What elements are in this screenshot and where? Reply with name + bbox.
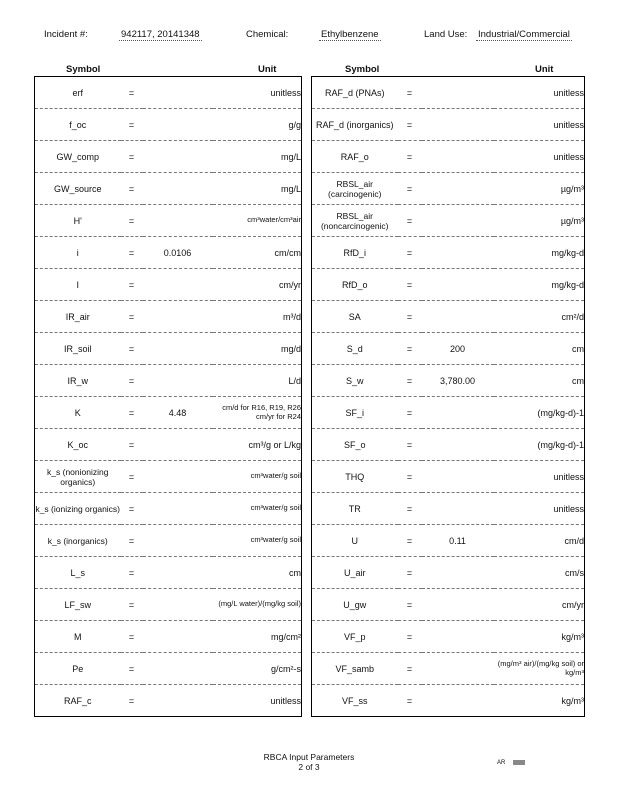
table-row <box>312 525 585 557</box>
right-symbol-header: Symbol <box>345 64 380 75</box>
table-row <box>35 685 302 717</box>
param-unit: cm <box>494 333 585 365</box>
equals-sign: = <box>398 237 422 269</box>
param-unit: cm³water/cm³air <box>213 205 302 237</box>
param-symbol: VF_ss <box>312 685 398 717</box>
equals-sign: = <box>121 141 143 173</box>
param-symbol: SF_o <box>312 429 398 461</box>
param-symbol: U_gw <box>312 589 398 621</box>
equals-sign: = <box>121 237 143 269</box>
chemical-value: Ethylbenzene <box>321 29 379 40</box>
param-unit: mg/d <box>213 333 302 365</box>
table-row <box>35 173 302 205</box>
param-symbol: erf <box>35 77 121 109</box>
equals-sign: = <box>398 333 422 365</box>
param-value <box>143 525 213 557</box>
equals-sign: = <box>121 333 143 365</box>
param-unit: unitless <box>494 493 585 525</box>
param-value <box>143 589 213 621</box>
param-symbol: i <box>35 237 121 269</box>
param-value: 4.48 <box>143 397 213 429</box>
param-symbol: RBSL_air (noncarcinogenic) <box>312 205 398 237</box>
footer-code-text: AR <box>497 760 506 767</box>
param-unit: mg/cm² <box>213 621 302 653</box>
page-number: 2 of 3 <box>298 762 320 772</box>
param-unit: unitless <box>494 109 585 141</box>
param-symbol: GW_comp <box>35 141 121 173</box>
param-unit: (mg/kg-d)-1 <box>494 397 585 429</box>
param-symbol: S_w <box>312 365 398 397</box>
param-value <box>143 141 213 173</box>
param-symbol: RfD_i <box>312 237 398 269</box>
param-value <box>143 461 213 493</box>
param-symbol: LF_sw <box>35 589 121 621</box>
param-value <box>422 109 494 141</box>
param-value <box>143 173 213 205</box>
right-column-header <box>311 62 584 76</box>
param-symbol: GW_source <box>35 173 121 205</box>
equals-sign: = <box>121 621 143 653</box>
param-value <box>143 205 213 237</box>
param-unit: µg/m³ <box>494 173 585 205</box>
equals-sign: = <box>398 493 422 525</box>
param-symbol: S_d <box>312 333 398 365</box>
param-unit: (mg/m³ air)/(mg/kg soil) or kg/m³ <box>494 653 585 685</box>
param-symbol: M <box>35 621 121 653</box>
param-unit: cm³water/g soil <box>213 525 302 557</box>
param-value <box>422 493 494 525</box>
param-unit: cm/s <box>494 557 585 589</box>
param-symbol: RAF_d (inorganics) <box>312 109 398 141</box>
table-row <box>312 589 585 621</box>
table-row <box>312 237 585 269</box>
param-symbol: Pe <box>35 653 121 685</box>
param-symbol: SA <box>312 301 398 333</box>
table-row <box>35 269 302 301</box>
param-unit: kg/m³ <box>494 685 585 717</box>
param-unit: cm/cm <box>213 237 302 269</box>
table-row <box>35 397 302 429</box>
param-value <box>143 109 213 141</box>
param-unit: cm/d for R16, R19, R26 cm/yr for R24 <box>213 397 302 429</box>
param-symbol: H' <box>35 205 121 237</box>
equals-sign: = <box>121 365 143 397</box>
param-value <box>422 237 494 269</box>
equals-sign: = <box>121 589 143 621</box>
footer-title: RBCA Input Parameters <box>263 752 355 762</box>
table-row <box>35 621 302 653</box>
param-unit: µg/m³ <box>494 205 585 237</box>
param-symbol: f_oc <box>35 109 121 141</box>
param-symbol: U <box>312 525 398 557</box>
param-unit: mg/kg-d <box>494 269 585 301</box>
table-row <box>312 141 585 173</box>
param-value <box>422 621 494 653</box>
param-value <box>143 301 213 333</box>
table-row <box>312 429 585 461</box>
equals-sign: = <box>398 269 422 301</box>
equals-sign: = <box>398 557 422 589</box>
param-value <box>422 685 494 717</box>
param-value: 3,780.00 <box>422 365 494 397</box>
param-unit: cm/yr <box>494 589 585 621</box>
equals-sign: = <box>121 269 143 301</box>
left-column-header <box>34 62 301 76</box>
table-row <box>312 365 585 397</box>
table-row <box>35 141 302 173</box>
param-value <box>422 205 494 237</box>
table-row <box>312 173 585 205</box>
table-row <box>312 557 585 589</box>
table-row <box>35 429 302 461</box>
equals-sign: = <box>121 109 143 141</box>
equals-sign: = <box>398 301 422 333</box>
equals-sign: = <box>398 685 422 717</box>
table-row <box>35 237 302 269</box>
param-unit: cm³water/g soil <box>213 493 302 525</box>
land-use-label: Land Use: <box>424 29 468 40</box>
table-row <box>35 461 302 493</box>
equals-sign: = <box>121 429 143 461</box>
equals-sign: = <box>398 109 422 141</box>
equals-sign: = <box>121 461 143 493</box>
param-value <box>422 77 494 109</box>
incident-value: 942117, 20141348 <box>121 29 200 40</box>
equals-sign: = <box>121 525 143 557</box>
equals-sign: = <box>398 365 422 397</box>
table-row <box>312 653 585 685</box>
param-symbol: TR <box>312 493 398 525</box>
param-value <box>143 493 213 525</box>
param-symbol: RfD_o <box>312 269 398 301</box>
equals-sign: = <box>121 557 143 589</box>
param-value <box>422 589 494 621</box>
equals-sign: = <box>121 653 143 685</box>
param-unit: m³/d <box>213 301 302 333</box>
table-row <box>35 333 302 365</box>
param-value <box>143 77 213 109</box>
param-unit: L/d <box>213 365 302 397</box>
param-symbol: IR_soil <box>35 333 121 365</box>
param-symbol: K <box>35 397 121 429</box>
equals-sign: = <box>398 653 422 685</box>
param-value <box>422 141 494 173</box>
param-unit: cm³/g or L/kg <box>213 429 302 461</box>
redaction-block <box>513 760 525 765</box>
table-row <box>312 77 585 109</box>
param-symbol: k_s (inorganics) <box>35 525 121 557</box>
equals-sign: = <box>121 173 143 205</box>
table-row <box>35 493 302 525</box>
param-value: 0.11 <box>422 525 494 557</box>
table-row <box>35 653 302 685</box>
param-unit: unitless <box>213 685 302 717</box>
table-row <box>35 557 302 589</box>
equals-sign: = <box>398 397 422 429</box>
land-use-value: Industrial/Commercial <box>478 29 570 40</box>
param-unit: cm²/d <box>494 301 585 333</box>
equals-sign: = <box>121 77 143 109</box>
equals-sign: = <box>121 685 143 717</box>
param-unit: unitless <box>494 77 585 109</box>
param-value <box>422 301 494 333</box>
table-row <box>312 269 585 301</box>
param-unit: unitless <box>494 141 585 173</box>
equals-sign: = <box>121 301 143 333</box>
equals-sign: = <box>398 141 422 173</box>
param-unit: unitless <box>213 77 302 109</box>
param-symbol: K_oc <box>35 429 121 461</box>
equals-sign: = <box>398 205 422 237</box>
equals-sign: = <box>398 461 422 493</box>
equals-sign: = <box>398 173 422 205</box>
param-unit: unitless <box>494 461 585 493</box>
param-unit: mg/L <box>213 141 302 173</box>
footer-code <box>497 760 525 766</box>
document-header <box>34 26 584 42</box>
right-unit-header: Unit <box>535 64 554 75</box>
param-value <box>143 333 213 365</box>
param-unit: g/g <box>213 109 302 141</box>
param-symbol: I <box>35 269 121 301</box>
param-value <box>143 269 213 301</box>
param-value: 0.0106 <box>143 237 213 269</box>
table-row <box>312 461 585 493</box>
table-row <box>312 685 585 717</box>
table-row <box>35 301 302 333</box>
param-symbol: RAF_c <box>35 685 121 717</box>
param-value <box>143 653 213 685</box>
param-symbol: RAF_o <box>312 141 398 173</box>
table-row <box>312 301 585 333</box>
equals-sign: = <box>398 429 422 461</box>
right-parameter-table <box>311 76 585 717</box>
param-value <box>422 173 494 205</box>
param-symbol: RAF_d (PNAs) <box>312 77 398 109</box>
table-row <box>312 205 585 237</box>
param-symbol: k_s (ionizing organics) <box>35 493 121 525</box>
left-parameter-table <box>34 76 302 717</box>
param-unit: mg/L <box>213 173 302 205</box>
equals-sign: = <box>121 397 143 429</box>
param-symbol: IR_air <box>35 301 121 333</box>
param-symbol: U_air <box>312 557 398 589</box>
incident-label: Incident #: <box>44 29 88 40</box>
param-symbol: k_s (nonionizing organics) <box>35 461 121 493</box>
param-unit: g/cm²-s <box>213 653 302 685</box>
param-symbol: RBSL_air (carcinogenic) <box>312 173 398 205</box>
param-value <box>143 621 213 653</box>
param-value <box>422 429 494 461</box>
param-value <box>422 397 494 429</box>
left-unit-header: Unit <box>258 64 277 75</box>
equals-sign: = <box>398 77 422 109</box>
table-row <box>35 77 302 109</box>
param-unit: cm/yr <box>213 269 302 301</box>
table-row <box>312 621 585 653</box>
table-row <box>312 109 585 141</box>
param-unit: cm <box>494 365 585 397</box>
table-row <box>35 205 302 237</box>
param-unit: kg/m³ <box>494 621 585 653</box>
equals-sign: = <box>121 493 143 525</box>
param-symbol: THQ <box>312 461 398 493</box>
table-row <box>35 589 302 621</box>
param-symbol: VF_p <box>312 621 398 653</box>
equals-sign: = <box>398 589 422 621</box>
left-symbol-header: Symbol <box>66 64 101 75</box>
param-unit: (mg/L water)/(mg/kg soil) <box>213 589 302 621</box>
table-row <box>312 333 585 365</box>
param-value <box>143 429 213 461</box>
param-value <box>422 653 494 685</box>
param-unit: cm³water/g soil <box>213 461 302 493</box>
table-row <box>35 525 302 557</box>
table-row <box>312 493 585 525</box>
param-unit: mg/kg-d <box>494 237 585 269</box>
param-value <box>422 557 494 589</box>
param-symbol: SF_i <box>312 397 398 429</box>
param-value <box>422 269 494 301</box>
table-row <box>312 397 585 429</box>
param-value <box>422 461 494 493</box>
equals-sign: = <box>121 205 143 237</box>
chemical-label: Chemical: <box>246 29 289 40</box>
param-value <box>143 685 213 717</box>
param-symbol: VF_samb <box>312 653 398 685</box>
table-row <box>35 109 302 141</box>
param-value: 200 <box>422 333 494 365</box>
param-unit: cm/d <box>494 525 585 557</box>
param-value <box>143 557 213 589</box>
param-symbol: L_s <box>35 557 121 589</box>
param-unit: (mg/kg-d)-1 <box>494 429 585 461</box>
table-row <box>35 365 302 397</box>
equals-sign: = <box>398 621 422 653</box>
param-unit: cm <box>213 557 302 589</box>
equals-sign: = <box>398 525 422 557</box>
param-symbol: IR_w <box>35 365 121 397</box>
param-value <box>143 365 213 397</box>
